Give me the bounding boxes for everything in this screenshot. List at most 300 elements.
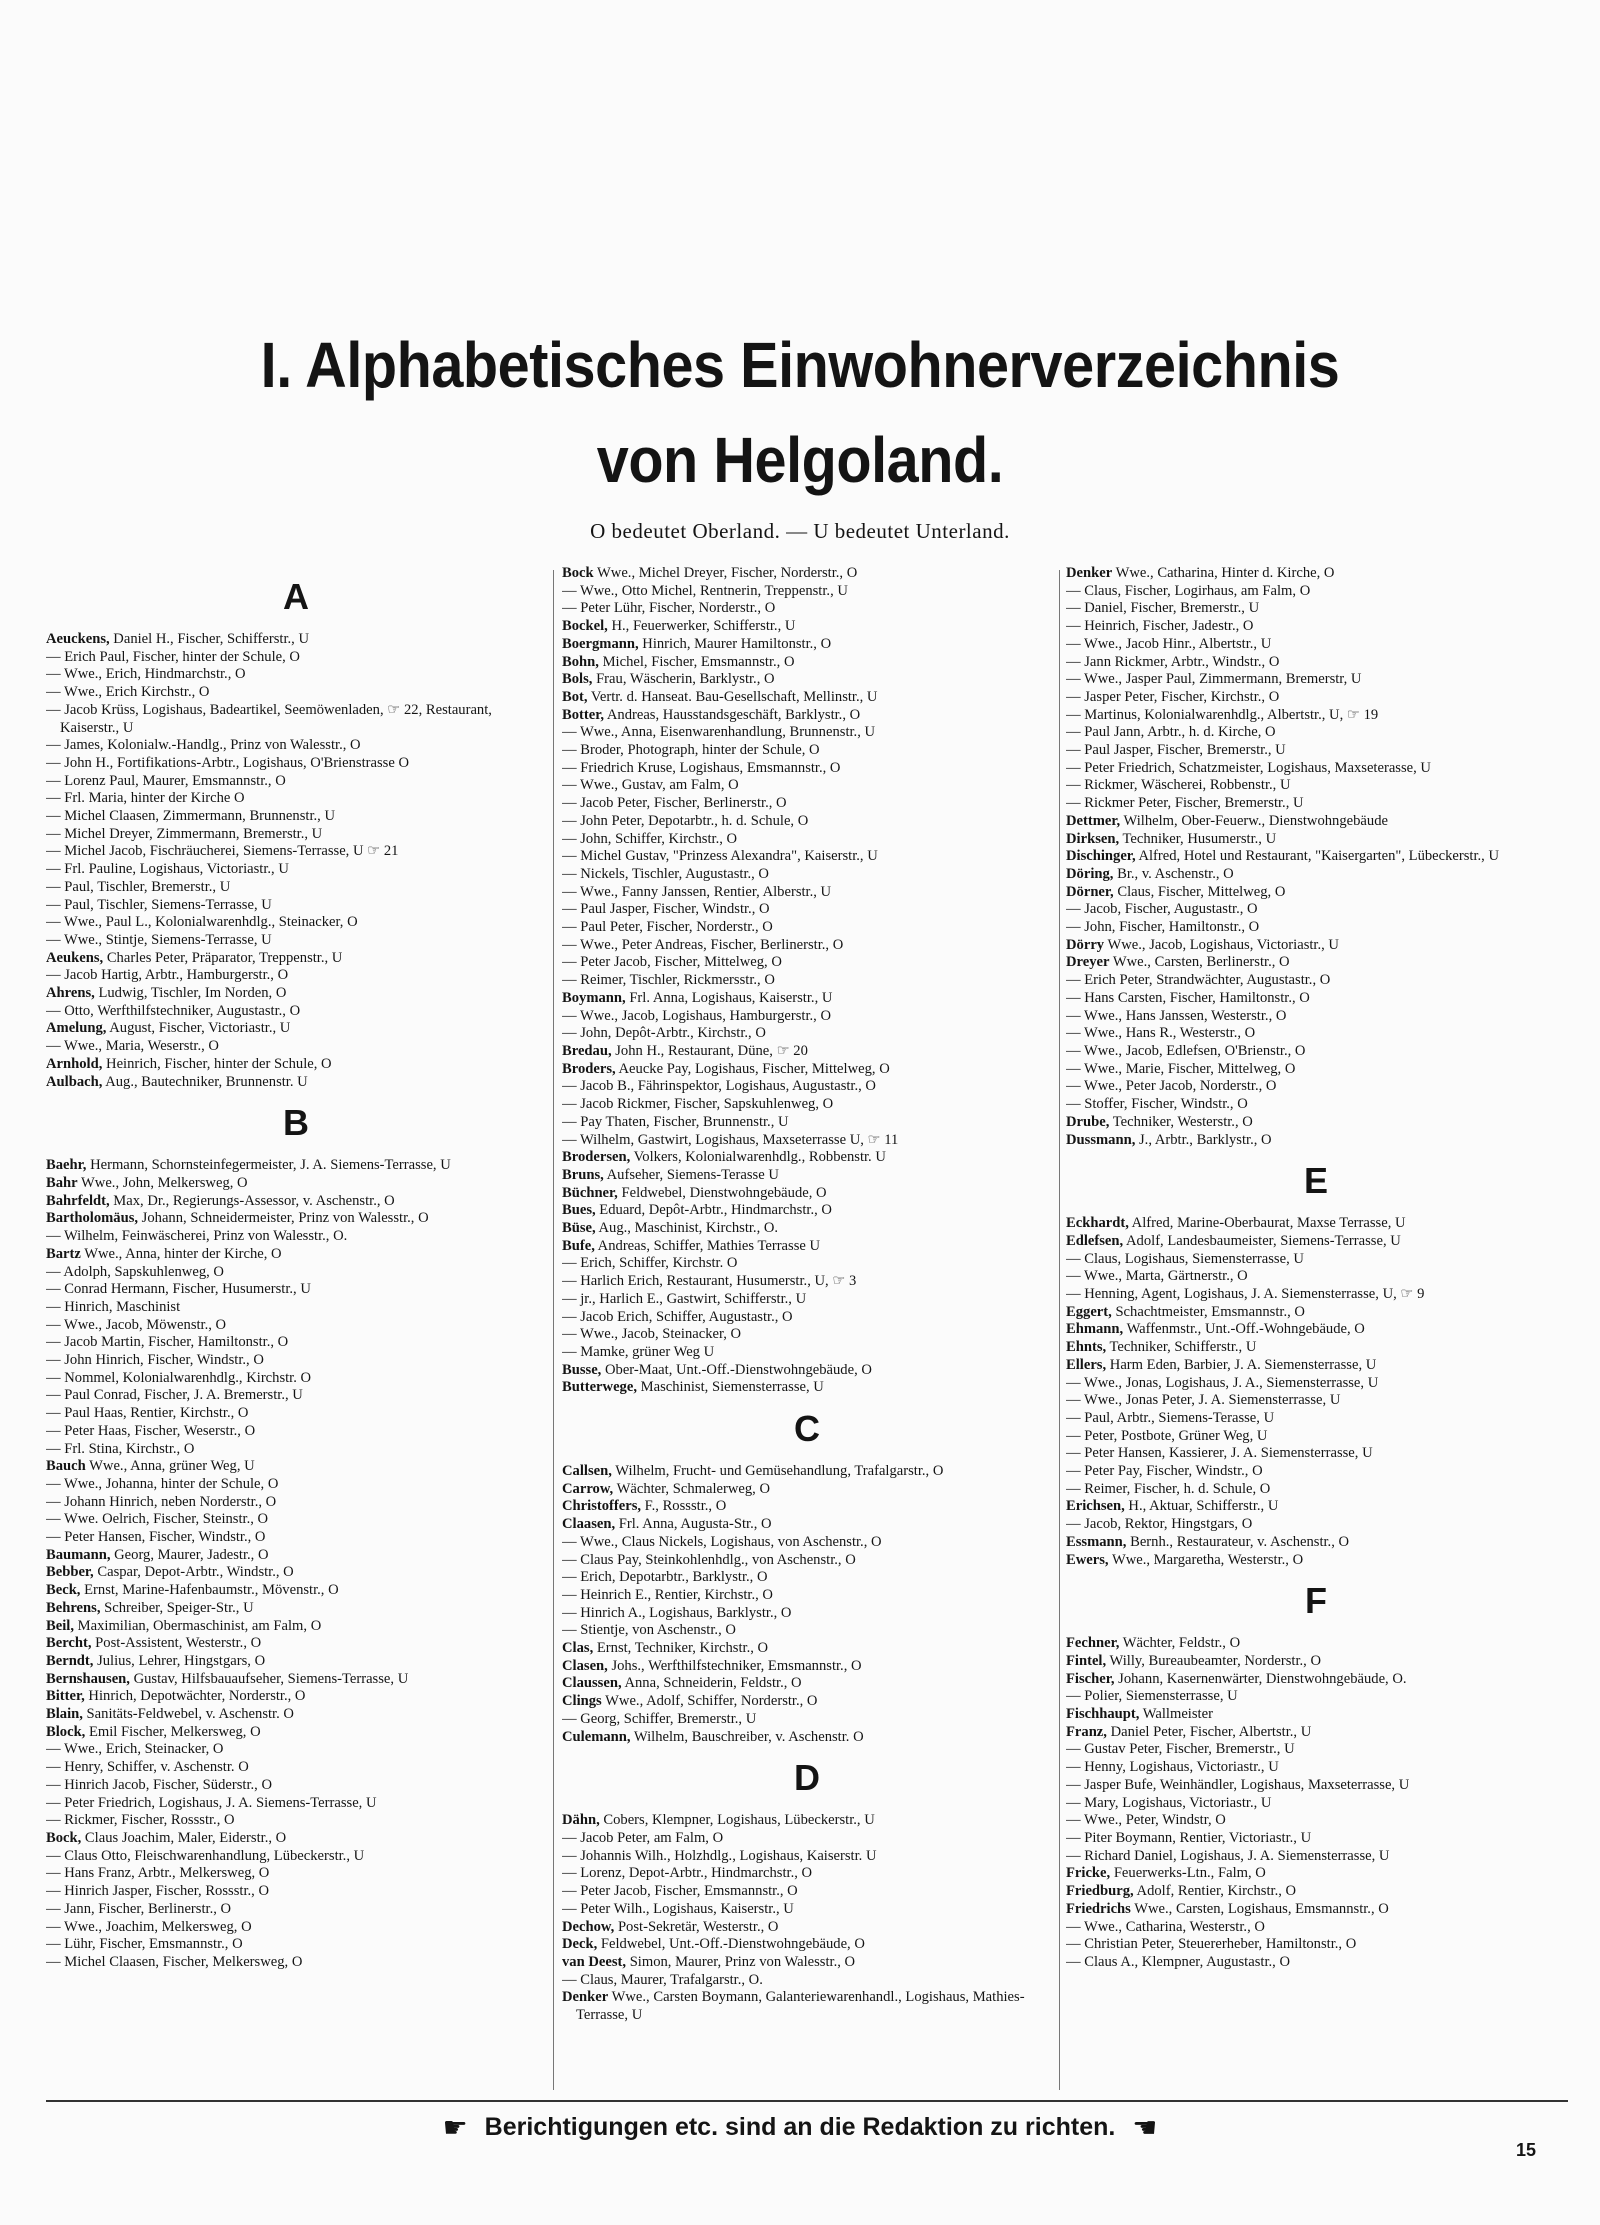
entry-details: — Peter Friedrich, Schatzmeister, Logishaus, Maxseterasse, U [1066, 759, 1431, 776]
entry-details: Daniel H., Fischer, Schifferstr., U [109, 631, 310, 647]
entry-details: Wächter, Feldstr., O [1119, 1635, 1241, 1652]
section-letter: A [283, 576, 309, 617]
entry-surname: Dirksen, [1066, 830, 1120, 847]
entry-details: — Wilhelm, Gastwirt, Logishaus, Maxseterrasse U, ☞ 11 [562, 1131, 899, 1148]
page-subtitle: von Helgoland. [596, 424, 1004, 496]
entry-details: Hinrich, Maurer Hamiltonstr., O [638, 635, 832, 652]
entry-details: — Wwe., Jacob, Logishaus, Hamburgerstr., O [562, 1007, 831, 1024]
entry-details: — Claus Pay, Steinkohlenhdlg., von Aschenstr., O [562, 1551, 856, 1568]
directory-entry [562, 1291, 1052, 1309]
entry-details: — Wwe., Jacob Hinr., Albertstr., U [1066, 635, 1272, 652]
directory-entry [562, 636, 1052, 654]
directory-entry [562, 1711, 1052, 1729]
directory-entry [562, 1587, 1052, 1605]
entry-surname: Butterwege, [562, 1379, 637, 1396]
entry-surname: Ehmann, [1066, 1321, 1124, 1338]
entry-details: — Christian Peter, Steuererheber, Hamiltonstr., O [1066, 1936, 1357, 1953]
entry-details: — jr., Harlich E., Gastwirt, Schifferstr., U [562, 1290, 807, 1307]
entry-details: Frau, Wäscherin, Barklystr., O [592, 671, 775, 688]
directory-entry [46, 1883, 546, 1901]
entry-details: — Wwe., Jasper Paul, Zimmermann, Bremerstr, U [1066, 671, 1362, 688]
entry-details: — Erich, Schiffer, Kirchstr. O [562, 1255, 738, 1272]
directory-entry [562, 1362, 1052, 1380]
directory-entry [562, 1675, 1052, 1693]
directory-entry [562, 600, 1052, 618]
directory-entry [1066, 600, 1566, 618]
directory-entry [562, 831, 1052, 849]
entry-details: Wwe., Anna, grüner Weg, U [85, 1458, 255, 1475]
entry-details: — Jacob Peter, Fischer, Berlinerstr., O [562, 795, 787, 812]
entry-surname: Fintel, [1066, 1652, 1107, 1669]
directory-entry [1066, 1671, 1566, 1689]
directory-entry [1066, 1078, 1566, 1096]
entry-details: Waffenmstr., Unt.-Off.-Wohngebäude, O [1123, 1321, 1365, 1338]
entry-surname: Dussmann, [1066, 1131, 1136, 1148]
directory-entry [1066, 777, 1566, 795]
directory-entry [1066, 990, 1566, 1008]
directory-entry [1066, 724, 1566, 742]
entry-details: — Erich Paul, Fischer, hinter der Schule, O [46, 648, 300, 665]
footer-note-text: Berichtigungen etc. sind an die Redaktion zu richten. [484, 2113, 1116, 2141]
section-letter: D [794, 1757, 820, 1799]
entry-details: J., Arbtr., Barklystr., O [1135, 1131, 1272, 1148]
directory-entry [1066, 1410, 1566, 1428]
entry-details: — Frl. Pauline, Logishaus, Victoriastr., U [46, 861, 289, 878]
directory-entry [562, 1605, 1052, 1623]
entry-details: H., Feuerwerker, Schifferstr., U [607, 618, 796, 635]
directory-entry [562, 1534, 1052, 1552]
entry-surname: Eckhardt, [1066, 1215, 1129, 1232]
entry-surname: Bauch [46, 1458, 86, 1475]
entry-details: — Nommel, Kolonialwarenhdlg., Kirchstr. O [46, 1369, 312, 1386]
entry-details: — Paul, Arbtr., Siemens-Terasse, U [1066, 1409, 1275, 1426]
directory-entry [1066, 565, 1566, 583]
entry-details: — Rickmer, Fischer, Rossstr., O [46, 1812, 235, 1829]
directory-entry [1066, 1635, 1566, 1653]
entry-details: — Wwe., Fanny Janssen, Rentier, Alberstr., U [562, 883, 832, 900]
directory-entry [1066, 795, 1566, 813]
entry-details: — Peter Jacob, Fischer, Emsmannstr., O [562, 1883, 798, 1900]
entry-details: — Wwe., Joachim, Melkersweg, O [46, 1918, 252, 1935]
directory-entry [562, 813, 1052, 831]
directory-entry [46, 1901, 546, 1919]
entry-details: — Jann, Fischer, Berlinerstr., O [46, 1900, 232, 1917]
entry-details: — Jasper Peter, Fischer, Kirchstr., O [1066, 688, 1280, 705]
entry-details: — Jacob Krüss, Logishaus, Badeartikel, Seemöwenladen, ☞ 22, Restaurant, Kaiserstr., U [46, 701, 496, 736]
entry-details: Aug., Maschinist, Kirchstr., O. [595, 1220, 779, 1237]
directory-entry [1066, 1812, 1566, 1830]
entry-details: — Claus Otto, Fleischwarenhandlung, Lübeckerstr., U [46, 1847, 365, 1864]
directory-entry [46, 1423, 546, 1441]
entry-details: Wwe., Jacob, Logishaus, Victoriastr., U [1104, 936, 1339, 953]
directory-entry [46, 1246, 546, 1264]
directory-entry [46, 897, 546, 915]
entry-surname: Büse, [562, 1220, 596, 1237]
entry-details: — Claus, Maurer, Trafalgarstr., O. [562, 1971, 763, 1988]
directory-entry [46, 985, 546, 1003]
entry-surname: Friedburg, [1066, 1883, 1134, 1900]
directory-entry [562, 1061, 1052, 1079]
entry-details: — Wwe., Erich, Hindmarchstr., O [46, 666, 246, 683]
directory-entry [562, 1096, 1052, 1114]
directory-entry [562, 1919, 1052, 1937]
directory-entry [562, 671, 1052, 689]
directory-entry [46, 1228, 546, 1246]
legend-note: O bedeutet Oberland. — U bedeutet Unterland. [590, 519, 1010, 543]
directory-entry [46, 1635, 546, 1653]
entry-surname: Clings [562, 1693, 602, 1710]
directory-entry [1066, 1043, 1566, 1061]
directory-entry [1066, 583, 1566, 601]
directory-entry [46, 1405, 546, 1423]
directory-entry [46, 1830, 546, 1848]
directory-entry [562, 972, 1052, 990]
entry-details: Harm Eden, Barbier, J. A. Siemensterrasse, U [1106, 1356, 1377, 1373]
directory-entry [1066, 1392, 1566, 1410]
directory-entry [562, 954, 1052, 972]
directory-entry [562, 1848, 1052, 1866]
directory-entry [46, 1865, 546, 1883]
directory-entry [1066, 1741, 1566, 1759]
entry-details: Claus Joachim, Maler, Eiderstr., O [81, 1830, 287, 1846]
directory-entry [46, 1370, 546, 1388]
directory-entry [46, 1317, 546, 1335]
directory-entry [1066, 1653, 1566, 1671]
entry-details: Adolf, Landesbaumeister, Siemens-Terrasse, U [1123, 1232, 1401, 1249]
entry-details: Wallmeister [1139, 1706, 1213, 1723]
directory-entry [1066, 1268, 1566, 1286]
entry-details: Gustav, Hilfsbauaufseher, Siemens-Terrasse, U [129, 1670, 409, 1687]
entry-surname: Baehr, [46, 1157, 87, 1174]
entry-surname: Block, [46, 1723, 86, 1740]
directory-entry [562, 1043, 1052, 1061]
entry-details: — John H., Fortifikations-Arbtr., Logishaus, O'Brienstrasse O [46, 754, 409, 771]
directory-entry [562, 1865, 1052, 1883]
entry-details: — Wwe., Marie, Fischer, Mittelweg, O [1066, 1060, 1296, 1077]
directory-entry [1066, 901, 1566, 919]
directory-entry [46, 1441, 546, 1459]
directory-entry [562, 866, 1052, 884]
entry-details: Techniker, Husumerstr., U [1119, 830, 1277, 847]
directory-entry [562, 1883, 1052, 1901]
directory-entry [562, 707, 1052, 725]
directory-entry [46, 1564, 546, 1582]
directory-entry [1066, 760, 1566, 778]
directory-entry [562, 1989, 1052, 2024]
entry-surname: Denker [562, 1989, 609, 2006]
directory-entry [562, 884, 1052, 902]
directory-entry [562, 1167, 1052, 1185]
entry-details: — Wwe., Marta, Gärtnerstr., O [1066, 1268, 1248, 1285]
directory-entry [46, 1812, 546, 1830]
directory-entry [46, 1777, 546, 1795]
directory-entry [1066, 1901, 1566, 1919]
entry-details: Johann, Schneidermeister, Prinz von Walesstr., O [138, 1210, 429, 1227]
entry-details: — Wwe., Erich, Steinacker, O [46, 1741, 224, 1758]
entry-surname: Erichsen, [1066, 1498, 1125, 1515]
entry-surname: Dettmer, [1066, 812, 1121, 829]
pointing-hand-icon: ☚ [1132, 2112, 1158, 2143]
entry-details: Aug., Bautechniker, Brunnenstr. U [102, 1073, 308, 1090]
entry-details: Andreas, Hausstandsgeschäft, Barklystr., O [604, 706, 861, 723]
entry-details: Br., v. Aschenstr., O [1113, 865, 1234, 882]
entry-details: Daniel Peter, Fischer, Albertstr., U [1106, 1723, 1312, 1740]
directory-entry [1066, 1008, 1566, 1026]
directory-entry [46, 1724, 546, 1742]
directory-entry [46, 826, 546, 844]
directory-entry [562, 1516, 1052, 1534]
entry-details: Feldwebel, Dienstwohngebäude, O [617, 1184, 827, 1201]
entry-surname: Fischhaupt, [1066, 1706, 1140, 1723]
directory-entry [1066, 1304, 1566, 1322]
entry-details: — Peter Haas, Fischer, Weserstr., O [46, 1422, 256, 1439]
entry-details: — Jacob Erich, Schiffer, Augustastr., O [562, 1308, 793, 1325]
entry-details: — Adolph, Sapskuhlenweg, O [46, 1263, 224, 1280]
entry-details: Alfred, Marine-Oberbaurat, Maxse Terrasse, U [1128, 1215, 1406, 1232]
directory-entry [1066, 1463, 1566, 1481]
entry-details: Wwe., Anna, hinter der Kirche, O [80, 1245, 282, 1262]
entry-surname: Broders, [562, 1060, 616, 1077]
entry-surname: Boymann, [562, 989, 626, 1006]
entry-details: — Mamke, grüner Weg U [562, 1343, 715, 1360]
entry-surname: Beck, [46, 1582, 81, 1599]
directory-entry [1066, 1777, 1566, 1795]
entry-details: John H., Restaurant, Düne, ☞ 20 [611, 1042, 808, 1059]
directory-entry [46, 1038, 546, 1056]
entry-details: Simon, Maurer, Prinz von Walesstr., O [626, 1953, 856, 1970]
directory-entry [46, 773, 546, 791]
directory-entry [1066, 954, 1566, 972]
directory-entry [562, 1901, 1052, 1919]
directory-entry [46, 1210, 546, 1228]
entry-surname: Blain, [46, 1706, 83, 1723]
entry-details: — Wwe., Jacob, Möwenstr., O [46, 1316, 227, 1333]
entry-surname: Carrow, [562, 1480, 614, 1497]
entry-surname: Botter, [562, 706, 605, 723]
directory-entry [562, 1220, 1052, 1238]
entry-details: Sanitäts-Feldwebel, v. Aschenstr. O [82, 1706, 294, 1723]
entry-details: — Wwe., Gustav, am Falm, O [562, 777, 739, 794]
entry-details: Andreas, Schiffer, Mathies Terrasse U [594, 1237, 821, 1254]
directory-entry [562, 1114, 1052, 1132]
directory-entry [1066, 848, 1566, 866]
entry-details: — Reimer, Fischer, h. d. Schule, O [1066, 1480, 1271, 1497]
directory-entry [562, 1693, 1052, 1711]
entry-details: Claus, Fischer, Mittelweg, O [1113, 883, 1286, 900]
entry-details: Caspar, Depot-Arbtr., Windstr., O [93, 1564, 294, 1581]
entry-details: — Conrad Hermann, Fischer, Husumerstr., U [46, 1281, 311, 1298]
entry-details: — Paul Peter, Fischer, Norderstr., O [562, 919, 773, 936]
entry-details: — Johannis Wilh., Holzhdlg., Logishaus, Kaiserstr. U [562, 1847, 877, 1864]
entry-details: — James, Kolonialw.-Handlg., Prinz von Walesstr., O [46, 737, 361, 754]
directory-entry [562, 1078, 1052, 1096]
entry-surname: Dischinger, [1066, 848, 1136, 865]
entry-details: — John, Schiffer, Kirchstr., O [562, 830, 738, 847]
entry-surname: Boergmann, [562, 635, 639, 652]
directory-entry [562, 1344, 1052, 1362]
directory-entry [562, 1498, 1052, 1516]
directory-entry [562, 1309, 1052, 1327]
entry-details: Michel, Fischer, Emsmannstr., O [598, 653, 795, 670]
entry-details: — Nickels, Tischler, Augustastr., O [562, 865, 769, 882]
directory-entry [46, 649, 546, 667]
entry-details: — Jann Rickmer, Arbtr., Windstr., O [1066, 653, 1280, 670]
directory-entry [1066, 1865, 1566, 1883]
entry-details: Schachtmeister, Emsmannstr., O [1111, 1303, 1305, 1320]
directory-entry [1066, 1883, 1566, 1901]
directory-entry [1066, 1481, 1566, 1499]
page-number: 15 [1515, 2140, 1536, 2160]
entry-details: — Jacob Hartig, Arbtr., Hamburgerstr., O [46, 967, 289, 984]
entry-details: Wwe., Margaretha, Westerstr., O [1108, 1551, 1304, 1568]
entry-surname: Bartholomäus, [46, 1210, 139, 1227]
entry-details: Hermann, Schornsteinfegermeister, J. A. Siemens-Terrasse, U [86, 1157, 451, 1174]
directory-entry [46, 1547, 546, 1565]
directory-entry [46, 1919, 546, 1937]
entry-details: — Broder, Photograph, hinter der Schule, O [562, 742, 820, 759]
section-letter: F [1305, 1580, 1327, 1622]
directory-entry [562, 1640, 1052, 1658]
entry-details: — Jacob Martin, Fischer, Hamiltonstr., O [46, 1334, 289, 1351]
entry-details: — Martinus, Kolonialwarenhdlg., Albertstr., U, ☞ 19 [1066, 706, 1379, 723]
entry-details: Charles Peter, Präparator, Treppenstr., U [103, 949, 343, 966]
directory-entry [1066, 1830, 1566, 1848]
entry-surname: Aeuckens, [46, 631, 110, 647]
entry-surname: Büchner, [562, 1184, 618, 1201]
entry-surname: Bruns, [562, 1166, 604, 1183]
entry-details: — John Peter, Depotarbtr., h. d. Schule, O [562, 812, 809, 829]
entry-details: — John, Fischer, Hamiltonstr., O [1066, 919, 1260, 936]
entry-details: Willy, Bureaubeamter, Norderstr., O [1106, 1652, 1321, 1669]
entry-details: — Wilhelm, Feinwäscherei, Prinz von Walesstr., O. [46, 1228, 348, 1245]
directory-entry [1066, 972, 1566, 990]
entry-details: — Wwe., Peter Andreas, Fischer, Berlinerstr., O [562, 936, 844, 953]
entry-surname: Behrens, [46, 1599, 101, 1616]
entry-details: — Wwe., Jacob, Edlefsen, O'Brienstr., O [1066, 1042, 1306, 1059]
entry-surname: Ellers, [1066, 1356, 1107, 1373]
entry-details: — Claus A., Klempner, Augustastr., O [1066, 1953, 1290, 1970]
entry-details: — Michel Gustav, "Prinzess Alexandra", Kaiserstr., U [562, 848, 878, 865]
directory-entry [46, 631, 546, 649]
column-divider [1059, 570, 1060, 2090]
entry-details: Feuerwerks-Ltn., Falm, O [1110, 1865, 1266, 1882]
entry-details: — Piter Boymann, Rentier, Victoriastr., U [1066, 1830, 1312, 1846]
directory-column-1 [46, 565, 546, 2100]
directory-entry [1066, 654, 1566, 672]
directory-entry [46, 1600, 546, 1618]
entry-details: — Wwe., Claus Nickels, Logishaus, von Aschenstr., O [562, 1533, 882, 1550]
entry-surname: Drube, [1066, 1113, 1110, 1130]
entry-details: — Wwe., Peter, Windstr, O [1066, 1812, 1226, 1829]
directory-entry [562, 1238, 1052, 1256]
entry-details: — Wwe., Hans Janssen, Westerstr., O [1066, 1007, 1287, 1024]
directory-entry [46, 1741, 546, 1759]
entry-surname: Ewers, [1066, 1551, 1109, 1568]
directory-entry [46, 1458, 546, 1476]
page-title: I. Alphabetisches Einwohnerverzeichnis [260, 329, 1340, 401]
directory-entry [1066, 742, 1566, 760]
directory-entry [1066, 866, 1566, 884]
directory-entry [46, 684, 546, 702]
entry-details: Wwe., Carsten Boymann, Galanteriewarenhandl., Logishaus, Mathies-Terrasse, U [576, 1989, 1025, 2024]
directory-column-3 [1066, 565, 1566, 2100]
entry-details: — Wwe., Jacob, Steinacker, O [562, 1326, 742, 1343]
entry-surname: Bitter, [46, 1688, 85, 1705]
directory-entry [1066, 1534, 1566, 1552]
entry-details: — Paul Jasper, Fischer, Bremerstr., U [1066, 742, 1286, 759]
entry-details: — Paul Conrad, Fischer, J. A. Bremerstr., U [46, 1387, 303, 1404]
directory-entry [1066, 1096, 1566, 1114]
entry-details: — Lorenz Paul, Maurer, Emsmannstr., O [46, 772, 286, 789]
directory-entry [562, 1379, 1052, 1397]
entry-surname: Eggert, [1066, 1303, 1112, 1320]
directory-entry [562, 919, 1052, 937]
entry-surname: Bufe, [562, 1237, 595, 1254]
entry-details: — Paul, Tischler, Siemens-Terrasse, U [46, 896, 272, 913]
entry-surname: Christoffers, [562, 1498, 642, 1515]
directory-entry [46, 1618, 546, 1636]
entry-details: Maximilian, Obermaschinist, am Falm, O [73, 1617, 322, 1634]
entry-surname: Essmann, [1066, 1533, 1127, 1550]
directory-entry [1066, 1025, 1566, 1043]
entry-details: Wächter, Schmalerweg, O [613, 1480, 770, 1497]
entry-details: — Wwe., Stintje, Siemens-Terrasse, U [46, 931, 272, 948]
directory-entry [1066, 1375, 1566, 1393]
entry-details: — Hinrich, Maschinist [46, 1298, 181, 1315]
entry-details: Aeucke Pay, Logishaus, Fischer, Mittelweg, O [615, 1060, 890, 1077]
entry-details: Frl. Anna, Logishaus, Kaiserstr., U [625, 989, 833, 1006]
entry-details: Ernst, Marine-Hafenbaumstr., Mövenstr., O [80, 1582, 339, 1599]
entry-details: Schreiber, Speiger-Str., U [100, 1599, 254, 1616]
entry-details: — Stoffer, Fischer, Windstr., O [1066, 1096, 1248, 1113]
entry-details: — Michel Claasen, Fischer, Melkersweg, O [46, 1953, 303, 1970]
entry-surname: Denker [1066, 565, 1113, 581]
entry-details: — Peter Hansen, Kassierer, J. A. Siemensterrasse, U [1066, 1445, 1373, 1462]
directory-entry [46, 1003, 546, 1021]
directory-entry [46, 1511, 546, 1529]
section-letter: E [1303, 1160, 1328, 1202]
directory-entry [562, 1569, 1052, 1587]
directory-entry [562, 1185, 1052, 1203]
column-divider [553, 570, 554, 2090]
directory-entry [1066, 1759, 1566, 1777]
entry-surname: Amelung, [46, 1020, 107, 1037]
directory-entry [46, 1074, 546, 1092]
directory-entry [1066, 813, 1566, 831]
entry-surname: Ahrens, [46, 985, 95, 1002]
directory-entry [46, 1299, 546, 1317]
entry-surname: Berndt, [46, 1652, 94, 1669]
directory-entry [46, 861, 546, 879]
entry-details: — Wwe., Peter Jacob, Norderstr., O [1066, 1078, 1277, 1095]
entry-details: Ludwig, Tischler, Im Norden, O [94, 985, 287, 1002]
directory-entry [1066, 1516, 1566, 1534]
entry-details: Alfred, Hotel und Restaurant, "Kaisergarten", Lübeckerstr., U [1135, 848, 1500, 865]
directory-entry [46, 1175, 546, 1193]
directory-entry [562, 901, 1052, 919]
directory-entry [46, 843, 546, 861]
entry-details: Techniker, Westerstr., O [1109, 1113, 1253, 1130]
entry-surname: Bock [562, 565, 594, 581]
entry-details: Wilhelm, Bauschreiber, v. Aschenstr. O [630, 1728, 864, 1745]
directory-entry [1066, 919, 1566, 937]
entry-details: — Hinrich Jacob, Fischer, Süderstr., O [46, 1776, 272, 1793]
section-letter: B [283, 1102, 309, 1144]
entry-surname: Culemann, [562, 1728, 631, 1745]
directory-entry [562, 1326, 1052, 1344]
entry-surname: Bredau, [562, 1042, 612, 1059]
entry-surname: Claasen, [562, 1516, 616, 1533]
